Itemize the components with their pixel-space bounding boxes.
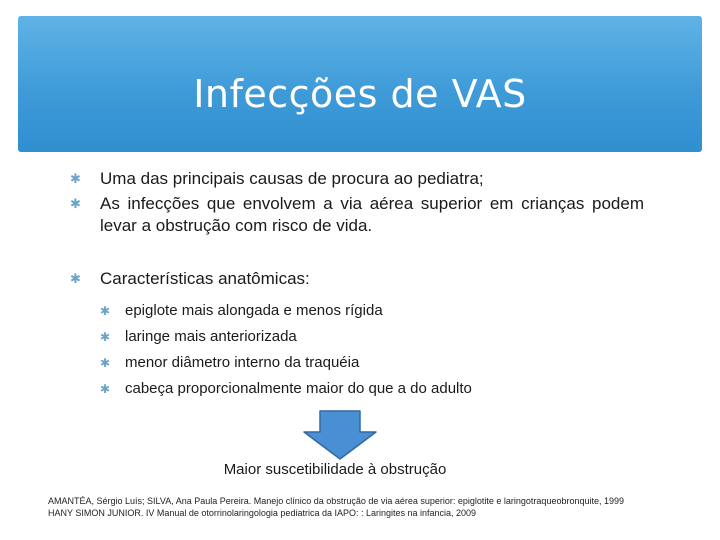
conclusion-text: Maior suscetibilidade à obstrução [223, 461, 447, 478]
slide-title: Infecções de VAS [193, 72, 527, 116]
asterisk-bullet-icon: ✱ [70, 171, 81, 186]
sub-bullet-item [100, 298, 644, 324]
down-arrow-icon [302, 410, 378, 460]
bullet-text: As infecções que envolvem a via aérea superior em crianças podem levar a obstrução com risco de vida. [100, 194, 644, 235]
bullet-list [70, 168, 644, 402]
title-band [18, 16, 702, 152]
sub-bullet-text: epiglote mais alongada e menos rígida [125, 302, 383, 319]
sub-bullet-text: cabeça proporcionalmente maior do que a do adulto [125, 380, 472, 397]
sub-bullet-item [100, 324, 644, 350]
sub-bullet-item [100, 350, 644, 376]
asterisk-bullet-icon: ✱ [100, 356, 111, 370]
bullet-item [70, 168, 644, 190]
sub-bullet-list [100, 298, 644, 402]
reference-item: HANY SIMON JUNIOR. IV Manual de otorrinolaringologia pediatrica da IAPO: : Laringites na infancia, 2009 [48, 507, 477, 518]
reference-item: AMANTÉA, Sérgio Luís; SILVA, Ana Paula Pereira. Manejo clínico da obstrução de via aérea superior: epiglotite e laringotraqueobronquite, 1999 [48, 496, 625, 506]
bullet-text: Uma das principais causas de procura ao pediatra; [100, 169, 484, 188]
sub-bullet-item [100, 376, 644, 402]
references [48, 496, 674, 519]
anatomic-heading: Características anatômicas: [100, 269, 310, 288]
bullet-item [70, 268, 644, 290]
asterisk-bullet-icon: ✱ [70, 271, 81, 286]
asterisk-bullet-icon: ✱ [100, 330, 111, 344]
sub-bullet-text: menor diâmetro interno da traquéia [125, 354, 360, 371]
bullet-item [70, 193, 644, 237]
asterisk-bullet-icon: ✱ [70, 196, 81, 211]
sub-bullet-text: laringe mais anteriorizada [125, 328, 297, 345]
asterisk-bullet-icon: ✱ [100, 382, 111, 396]
asterisk-bullet-icon: ✱ [100, 304, 111, 318]
